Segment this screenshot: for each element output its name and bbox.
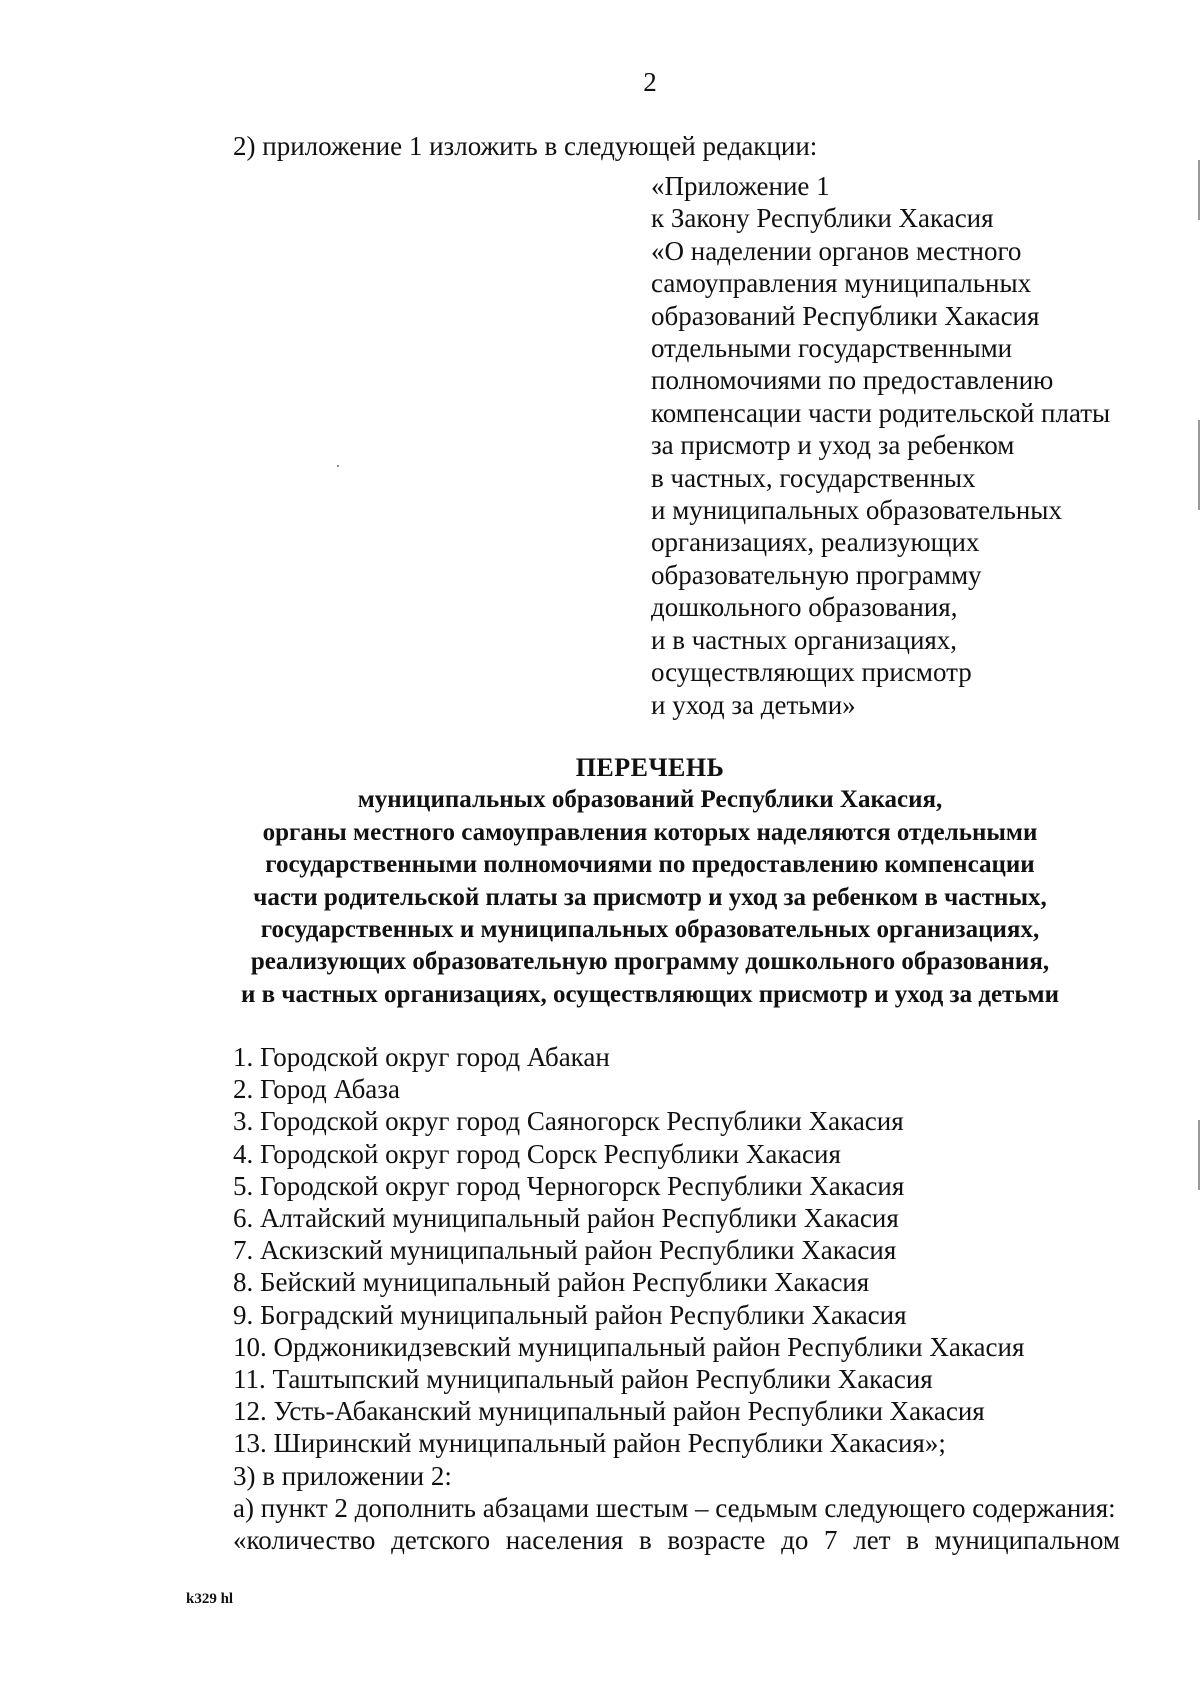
list-item: 2. Город Абаза xyxy=(233,1074,400,1105)
list-subtitle-line: реализующих образовательную программу дошкольного образования, xyxy=(250,948,1050,976)
appendix-header-line: дошкольного образования, xyxy=(651,592,958,623)
list-subtitle-line: муниципальных образований Республики Хакасия, xyxy=(357,786,943,814)
list-item: 6. Алтайский муниципальный район Республики Хакасия xyxy=(233,1203,899,1234)
appendix-header-block xyxy=(651,170,1110,721)
appendix-header-line: образовательную программу xyxy=(651,559,982,590)
list-subtitle-line: части родительской платы за присмотр и уход за ребенком в частных, xyxy=(253,883,1047,911)
list-subtitle-line: государственных и муниципальных образовательных организациях, xyxy=(260,916,1040,944)
list-item: 10. Орджоникидзевский муниципальный район Республики Хакасия xyxy=(233,1331,1025,1362)
amendment-item-3: 3) в приложении 2: xyxy=(233,1461,452,1491)
appendix-header-line: самоуправления муниципальных xyxy=(651,268,1032,299)
list-item: 5. Городской округ город Черногорск Республики Хакасия xyxy=(233,1170,905,1201)
appendix-header-line: в частных, государственных xyxy=(651,462,976,493)
appendix-header-line: и в частных организациях, xyxy=(651,624,958,655)
appendix-header-line: полномочиями по предоставлению xyxy=(651,365,1054,396)
appendix-header-line: отдельными государственными xyxy=(651,333,1013,364)
page-number: 2 xyxy=(643,67,657,97)
list-item: 9. Боградский муниципальный район Республики Хакасия xyxy=(233,1299,907,1330)
amendments-section xyxy=(233,1460,1120,1557)
intro-paragraph: 2) приложение 1 изложить в следующей редакции: xyxy=(233,131,818,161)
list-item: 1. Городской округ город Абакан xyxy=(233,1042,610,1072)
municipality-list xyxy=(233,1041,1024,1460)
list-item: 11. Таштыпский муниципальный район Республики Хакасия xyxy=(233,1364,933,1395)
list-subtitle-line: органы местного самоуправления которых наделяются отдельными xyxy=(262,818,1038,846)
list-item: 8. Бейский муниципальный район Республики Хакасия xyxy=(233,1267,870,1298)
list-title: ПЕРЕЧЕНЬ xyxy=(575,753,725,782)
list-item: 3. Городской округ город Саяногорск Республики Хакасия xyxy=(233,1106,904,1137)
list-item: 4. Городской округ город Сорск Республики Хакасия xyxy=(233,1138,841,1169)
list-item: 12. Усть-Абаканский муниципальный район Республики Хакасия xyxy=(233,1396,985,1427)
list-item: 7. Аскизский муниципальный район Республики Хакасия xyxy=(233,1235,897,1266)
appendix-header-line: компенсации части родительской платы xyxy=(651,397,1111,428)
appendix-header-line: к Закону Республики Хакасия xyxy=(651,203,994,234)
appendix-header-line: и муниципальных образовательных xyxy=(651,495,1062,526)
scan-speck xyxy=(337,465,339,467)
appendix-header-line: «О наделении органов местного xyxy=(651,235,1022,266)
list-subtitle-line: и в частных организациях, осуществляющих присмотр и уход за детьми xyxy=(240,980,1059,1008)
appendix-header-line: и уход за детьми» xyxy=(651,689,856,720)
appendix-header-line: осуществляющих присмотр xyxy=(651,657,972,688)
amendment-quote-line: «количество детского населения в возрасте до 7 лет в муниципальном xyxy=(233,1525,1120,1556)
document-code: k329 hl xyxy=(186,1591,234,1607)
amendment-item-a: а) пункт 2 дополнить абзацами шестым – седьмым следующего содержания: xyxy=(233,1493,1116,1524)
appendix-header-line: организациях, реализующих xyxy=(651,527,980,558)
appendix-header-line: образований Республики Хакасия xyxy=(651,300,1040,331)
appendix-header-line: «Приложение 1 xyxy=(651,171,830,201)
appendix-header-line: за присмотр и уход за ребенком xyxy=(651,430,1015,461)
list-subtitle-line: государственными полномочиями по предоставлению компенсации xyxy=(265,851,1035,879)
list-heading xyxy=(170,752,1130,1011)
list-item: 13. Ширинский муниципальный район Республики Хакасия»; xyxy=(233,1428,946,1459)
